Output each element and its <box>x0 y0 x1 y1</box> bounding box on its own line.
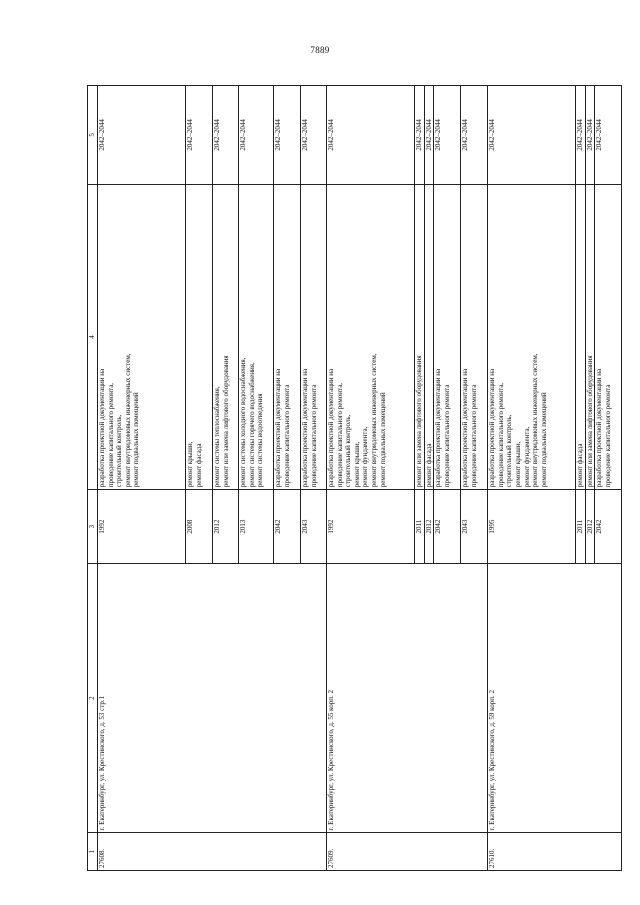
work-item: проведение капитального ремонта, <box>496 382 505 488</box>
planned-period: 2042–2044 <box>576 86 586 185</box>
repair-year: 1992 <box>327 490 415 564</box>
work-item: ремонт крыши, <box>186 441 194 488</box>
work-item: ремонт фундамента, <box>522 426 531 488</box>
works-list <box>213 184 239 490</box>
table-row <box>327 86 415 871</box>
repair-year: 2012 <box>424 490 434 564</box>
work-item: ремонт или замена лифтового оборудования <box>585 355 594 488</box>
work-item: ремонт системы водоотведения <box>256 393 265 488</box>
planned-period: 2042–2044 <box>415 86 425 185</box>
work-item: строительный контроль, <box>115 414 124 488</box>
works-list <box>424 184 434 490</box>
works-list <box>576 184 586 490</box>
works-list <box>186 184 213 490</box>
repair-year: 2011 <box>415 490 425 564</box>
column-number-5: 5 <box>88 86 98 185</box>
repair-year: 2043 <box>301 490 327 564</box>
work-item: разработка проектной документации на <box>327 368 335 488</box>
work-item: разработка проектной документации на <box>595 368 604 488</box>
work-item: ремонт или замена лифтового оборудования <box>221 355 230 488</box>
works-list <box>595 184 622 490</box>
work-item: ремонт внутридомовых инженерных систем, <box>369 353 378 488</box>
planned-period: 2042–2044 <box>327 86 415 185</box>
repair-year: 2013 <box>239 490 274 564</box>
work-item: ремонт системы горячего водоснабжения, <box>247 362 256 488</box>
works-list <box>415 184 425 490</box>
column-number-2: 2 <box>88 563 98 833</box>
column-number-3: 3 <box>88 490 98 564</box>
works-list <box>239 184 274 490</box>
work-item: ремонт крыши, <box>513 441 522 488</box>
planned-period: 2042–2044 <box>461 86 488 185</box>
work-item: ремонт фасада <box>424 443 433 488</box>
building-number: 27609. <box>327 833 488 871</box>
repair-year: 2042 <box>434 490 461 564</box>
repair-year: 2008 <box>186 490 213 564</box>
planned-period: 2042–2044 <box>434 86 461 185</box>
work-item: проведение капитального ремонта, <box>106 382 115 488</box>
work-item: ремонт фундамента, <box>361 426 370 488</box>
building-address: г. Екатеринбург, ул. Крестинского, д. 55 корп. 2 <box>327 563 488 833</box>
work-item: проведение капитального ремонта <box>309 384 318 488</box>
building-address: г. Екатеринбург, ул. Крестинского, д. 59 корп. 2 <box>488 563 622 833</box>
work-item: разработка проектной документации на <box>488 368 497 488</box>
column-number-row <box>88 86 98 871</box>
building-number: 27610. <box>488 833 622 871</box>
page-number: 7889 <box>310 45 330 55</box>
work-item: строительный контроль, <box>344 414 353 488</box>
capital-repair-table <box>87 85 622 871</box>
work-item: ремонт подвальных помещений <box>539 392 548 488</box>
works-list <box>461 184 488 490</box>
work-item: ремонт фасада <box>576 443 585 488</box>
work-item: строительный контроль, <box>505 414 514 488</box>
work-item: ремонт или замена лифтового оборудования <box>415 355 423 488</box>
work-item: ремонт подвальных помещений <box>378 392 387 488</box>
work-item: разработка проектной документации на <box>301 368 309 488</box>
repair-year: 1992 <box>98 490 186 564</box>
planned-period: 2042–2044 <box>488 86 576 185</box>
work-item: проведение капитального ремонта <box>469 384 478 488</box>
works-list <box>98 184 186 490</box>
planned-period: 2042–2044 <box>213 86 239 185</box>
building-address: г. Екатеринбург, ул. Крестинского, д. 53 стр.1 <box>98 563 327 833</box>
planned-period: 2042–2044 <box>239 86 274 185</box>
planned-period: 2042–2044 <box>186 86 213 185</box>
works-list <box>585 184 595 490</box>
work-item: разработка проектной документации на <box>461 368 470 488</box>
planned-period: 2042–2044 <box>424 86 434 185</box>
works-list <box>488 184 576 490</box>
planned-period: 2042–2044 <box>585 86 595 185</box>
repair-year: 2043 <box>461 490 488 564</box>
work-item: проведение капитального ремонта <box>442 384 451 488</box>
column-number-4: 4 <box>88 184 98 490</box>
work-item: ремонт системы теплоснабжения, <box>213 386 221 488</box>
work-item: ремонт крыши, <box>352 441 361 488</box>
repair-year: 2012 <box>213 490 239 564</box>
repair-year: 2042 <box>274 490 301 564</box>
building-number: 27608. <box>98 833 327 871</box>
work-item: разработка проектной документации на <box>98 368 106 488</box>
repair-year: 1995 <box>488 490 576 564</box>
table-row <box>488 86 576 871</box>
work-item: проведение капитального ремонта <box>282 384 291 488</box>
repair-year: 2042 <box>595 490 622 564</box>
works-list <box>327 184 415 490</box>
work-item: разработка проектной документации на <box>434 368 443 488</box>
planned-period: 2042–2044 <box>301 86 327 185</box>
works-list <box>301 184 327 490</box>
work-item: разработка проектной документации на <box>274 368 282 488</box>
work-item: ремонт фасада <box>194 443 203 488</box>
work-item: проведение капитального ремонта, <box>335 382 344 488</box>
rotated-table-container <box>87 85 612 871</box>
repair-year: 2011 <box>576 490 586 564</box>
planned-period: 2042–2044 <box>274 86 301 185</box>
column-number-1: 1 <box>88 833 98 871</box>
table-row <box>98 86 186 871</box>
planned-period: 2042–2044 <box>98 86 186 185</box>
work-item: проведение капитального ремонта <box>603 384 612 488</box>
work-item: ремонт подвальных помещений <box>132 392 141 488</box>
work-item: ремонт внутридомовых инженерных систем, <box>531 353 540 488</box>
work-item: ремонт внутридомовых инженерных систем, <box>123 353 132 488</box>
works-list <box>434 184 461 490</box>
work-item: ремонт системы холодного водоснабжения, <box>239 357 247 488</box>
repair-year: 2012 <box>585 490 595 564</box>
planned-period: 2042–2044 <box>595 86 622 185</box>
works-list <box>274 184 301 490</box>
